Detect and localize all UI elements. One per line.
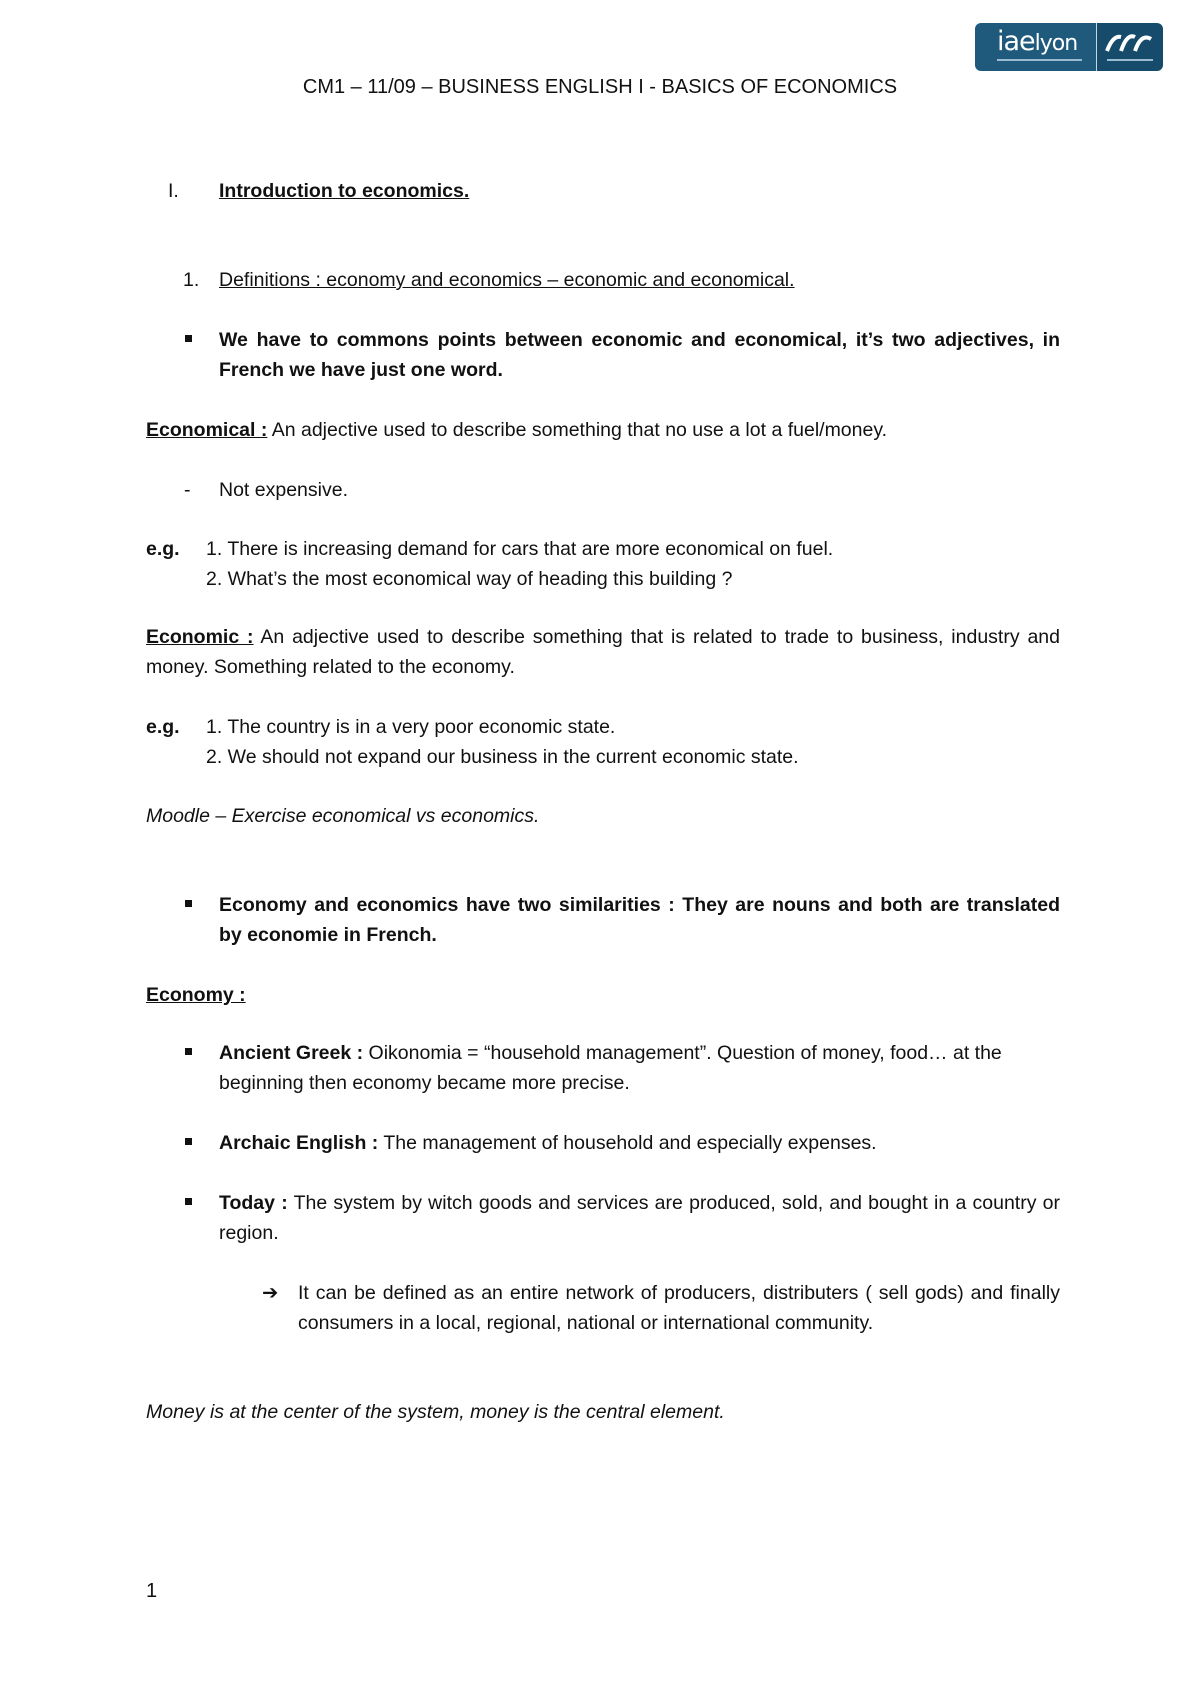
economical-note: Not expensive.: [219, 479, 348, 501]
iae-lyon-logo: [975, 23, 1163, 71]
economical-eg-label: e.g.: [146, 538, 180, 560]
arrow-right-icon: ➔: [262, 1282, 279, 1304]
section-title: Introduction to economics.: [219, 180, 470, 202]
subsection-title: Definitions : economy and economics – economic and economical.: [219, 269, 795, 291]
economy-item-ancient-greek: [219, 1038, 1060, 1098]
page-number: 1: [146, 1580, 158, 1602]
bullet-commons-points: We have to commons points between economic and economical, it’s two adjectives, in French we have just one word.: [219, 329, 1060, 381]
economy-item-label: Archaic English :: [219, 1132, 379, 1154]
economy-item-label: Today :: [219, 1192, 288, 1214]
section-numeral: I.: [168, 180, 179, 202]
economical-definition: [146, 415, 1060, 445]
economy-item-text: The management of household and especially expenses.: [378, 1132, 877, 1154]
economical-definition-text: An adjective used to describe something that no use a lot a fuel/money.: [267, 419, 888, 441]
economic-definition: [146, 622, 1060, 682]
square-bullet-icon: [185, 335, 192, 342]
conclusion: Money is at the center of the system, money is the central element.: [146, 1401, 725, 1423]
moodle-note: Moodle – Exercise economical vs economics.: [146, 805, 540, 827]
square-bullet-icon: [185, 1138, 192, 1145]
network-definition: It can be defined as an entire network of producers, distributers ( sell gods) and finally consumers in a local, regional, national or international community.: [298, 1282, 1060, 1334]
economy-item-archaic-english: [219, 1128, 1060, 1158]
economical-term: Economical :: [146, 419, 268, 441]
subsection-number: 1.: [183, 269, 200, 291]
economy-item-text: Oikonomia = “household management”. Question of money, food… at the beginning then economy became more precise.: [219, 1042, 1002, 1094]
economy-item-label: Ancient Greek :: [219, 1042, 364, 1064]
economy-heading: Economy :: [146, 984, 246, 1006]
economy-item-text: The system by witch goods and services are produced, sold, and bought in a country or region.: [219, 1192, 1061, 1244]
economy-item-today: [219, 1188, 1060, 1248]
dash-bullet: -: [184, 479, 191, 501]
square-bullet-icon: [185, 900, 192, 907]
logo-brand-prefix: iae: [997, 26, 1035, 57]
economic-definition-text: An adjective used to describe something that is related to trade to business, industry and money. Something related to the economy.: [146, 626, 1060, 678]
bullet-similarities: Economy and economics have two similarities : They are nouns and both are translated by economie in French.: [219, 894, 1060, 946]
square-bullet-icon: [185, 1198, 192, 1205]
logo-brand-suffix: lyon: [1034, 31, 1078, 56]
economic-eg-label: e.g.: [146, 716, 180, 738]
economical-example-1: 1. There is increasing demand for cars that are more economical on fuel.: [206, 538, 834, 560]
square-bullet-icon: [185, 1048, 192, 1055]
university-arches-icon: [1105, 29, 1155, 55]
economical-example-2: 2. What’s the most economical way of heading this building ?: [206, 568, 733, 590]
document-title: CM1 – 11/09 – BUSINESS ENGLISH I - BASICS OF ECONOMICS: [302, 76, 898, 98]
economic-term: Economic :: [146, 626, 254, 648]
economic-example-1: 1. The country is in a very poor economic state.: [206, 716, 616, 738]
economic-example-2: 2. We should not expand our business in the current economic state.: [206, 746, 799, 768]
